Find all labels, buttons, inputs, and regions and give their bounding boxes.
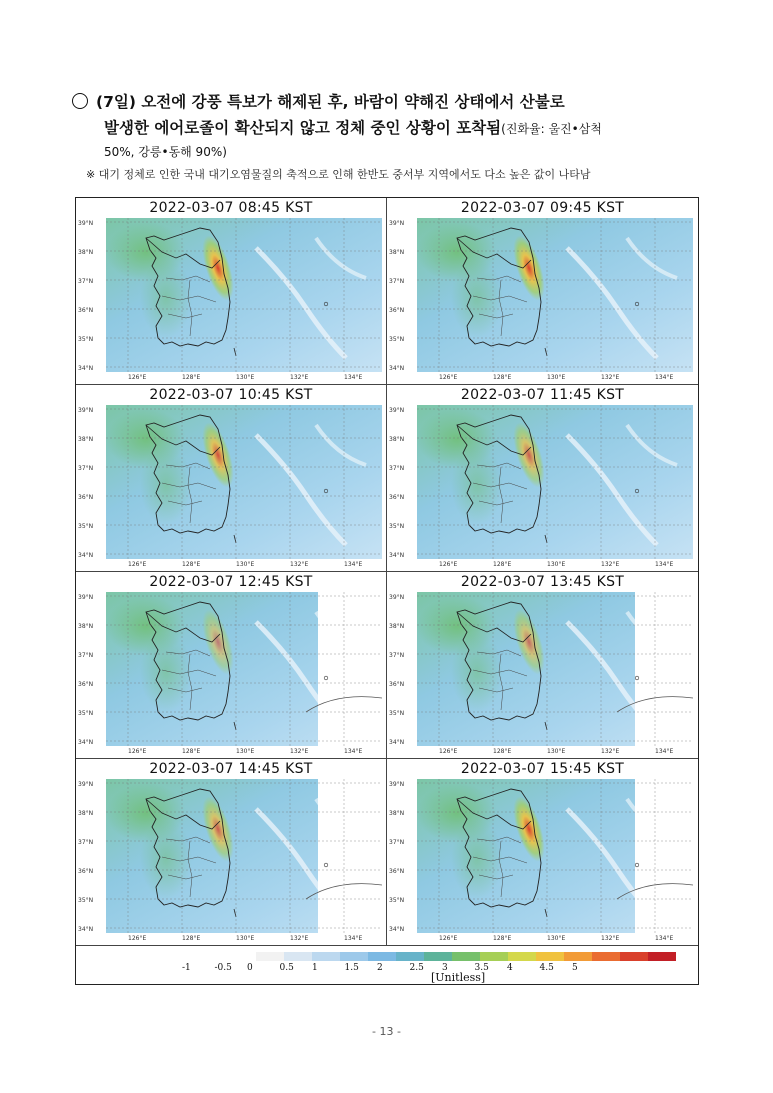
colorbar-tick-label: 3.5 <box>474 963 489 973</box>
circle-bullet-icon <box>72 93 88 109</box>
lat-label: 36°N <box>389 307 405 314</box>
panel-timestamp: 2022-03-07 13:45 KST <box>460 574 625 590</box>
colorbar-tick-label: 0 <box>247 963 253 973</box>
colorbar-tick-label: 2 <box>377 963 383 973</box>
lat-label: 39°N <box>78 220 94 227</box>
lat-label: 34°N <box>389 926 405 933</box>
lon-label: 132°E <box>601 935 620 942</box>
heading-line2-text: 발생한 에어로졸이 확산되지 않고 정체 중인 상황이 포착됨 <box>104 119 502 137</box>
colorbar-segment <box>508 952 536 961</box>
aerosol-map-figure <box>75 197 699 985</box>
panel-timestamp: 2022-03-07 09:45 KST <box>460 200 625 216</box>
aerosol-map <box>417 405 693 559</box>
heading-line3: 50%, 강릉•동해 90%) <box>104 145 227 159</box>
lat-label: 35°N <box>389 336 405 343</box>
lat-label: 37°N <box>78 652 94 659</box>
aerosol-map <box>106 218 382 372</box>
colorbar-segment <box>564 952 592 961</box>
colorbar-segment <box>480 952 508 961</box>
aerosol-map <box>417 779 693 933</box>
panel-timestamp: 2022-03-07 14:45 KST <box>149 761 313 777</box>
lon-label: 126°E <box>439 935 458 942</box>
panel-timestamp: 2022-03-07 15:45 KST <box>460 761 625 777</box>
lon-label: 132°E <box>290 374 309 381</box>
lat-label: 39°N <box>78 781 94 788</box>
heading-line2-small: (진화율: 울진•삼척 <box>501 122 602 136</box>
lat-label: 34°N <box>389 739 405 746</box>
lon-label: 134°E <box>655 561 674 568</box>
lon-label: 126°E <box>128 748 147 755</box>
colorbar-segment <box>396 952 424 961</box>
map-panel <box>387 385 698 572</box>
lon-label: 128°E <box>493 561 512 568</box>
lon-label: 132°E <box>290 748 309 755</box>
panel-timestamp: 2022-03-07 08:45 KST <box>149 200 313 216</box>
heading-line1 <box>72 90 712 114</box>
map-panel <box>76 759 387 946</box>
lon-label: 128°E <box>182 561 201 568</box>
lon-label: 126°E <box>439 374 458 381</box>
lon-label: 126°E <box>439 748 458 755</box>
colorbar-tick-label: 5 <box>572 963 578 973</box>
panel-timestamp: 2022-03-07 11:45 KST <box>460 387 625 403</box>
lon-label: 126°E <box>128 935 147 942</box>
aerosol-map <box>106 405 382 559</box>
lat-label: 38°N <box>78 623 94 630</box>
aerosol-map <box>417 592 693 746</box>
lat-label: 35°N <box>389 710 405 717</box>
lat-label: 36°N <box>78 868 94 875</box>
lat-label: 35°N <box>389 523 405 530</box>
lat-label: 38°N <box>389 436 405 443</box>
colorbar <box>256 952 676 961</box>
lon-label: 130°E <box>236 935 255 942</box>
colorbar-tick-label: 3 <box>442 963 448 973</box>
lon-label: 132°E <box>601 374 620 381</box>
lat-label: 37°N <box>78 465 94 472</box>
lon-label: 132°E <box>290 935 309 942</box>
colorbar-segment <box>368 952 396 961</box>
lat-label: 39°N <box>389 594 405 601</box>
lat-label: 37°N <box>389 465 405 472</box>
lon-label: 128°E <box>493 935 512 942</box>
lat-label: 36°N <box>389 868 405 875</box>
lat-label: 39°N <box>389 220 405 227</box>
lon-label: 134°E <box>344 748 363 755</box>
lon-label: 130°E <box>547 561 566 568</box>
lat-label: 37°N <box>78 839 94 846</box>
lat-label: 37°N <box>389 652 405 659</box>
map-panel <box>76 385 387 572</box>
lat-label: 38°N <box>78 810 94 817</box>
panel-timestamp: 2022-03-07 12:45 KST <box>149 574 313 590</box>
lon-label: 130°E <box>236 561 255 568</box>
lon-label: 130°E <box>547 748 566 755</box>
lat-label: 38°N <box>389 810 405 817</box>
map-panel-grid <box>76 198 698 946</box>
colorbar-segment <box>312 952 340 961</box>
colorbar-segment <box>256 952 284 961</box>
lat-label: 37°N <box>389 839 405 846</box>
lon-label: 126°E <box>439 561 458 568</box>
lon-label: 126°E <box>128 561 147 568</box>
colorbar-unit: [Unitless] <box>431 971 486 984</box>
lat-label: 36°N <box>389 494 405 501</box>
lon-label: 134°E <box>344 374 363 381</box>
lat-label: 34°N <box>389 365 405 372</box>
lat-label: 39°N <box>389 781 405 788</box>
lon-label: 128°E <box>493 374 512 381</box>
aerosol-map <box>106 592 382 746</box>
lat-label: 36°N <box>389 681 405 688</box>
aerosol-map <box>417 218 693 372</box>
colorbar-segment <box>648 952 676 961</box>
colorbar-segment <box>340 952 368 961</box>
lat-label: 36°N <box>78 494 94 501</box>
lon-label: 130°E <box>236 374 255 381</box>
map-panel <box>387 572 698 759</box>
heading-line2 <box>104 116 602 141</box>
lon-label: 130°E <box>547 374 566 381</box>
lat-label: 34°N <box>78 552 94 559</box>
lon-label: 134°E <box>655 935 674 942</box>
lat-label: 35°N <box>78 336 94 343</box>
lon-label: 130°E <box>236 748 255 755</box>
lat-label: 35°N <box>78 523 94 530</box>
lon-label: 132°E <box>601 561 620 568</box>
lat-label: 36°N <box>78 681 94 688</box>
colorbar-tick-label: -1 <box>182 963 191 973</box>
colorbar-tick-label: 1 <box>312 963 318 973</box>
colorbar-tick-label: 1.5 <box>344 963 359 973</box>
lat-label: 34°N <box>389 552 405 559</box>
lon-label: 128°E <box>493 748 512 755</box>
aerosol-map <box>106 779 382 933</box>
lat-label: 38°N <box>389 623 405 630</box>
lon-label: 132°E <box>601 748 620 755</box>
colorbar-tick-label: 0.5 <box>279 963 294 973</box>
note-text: ※ 대기 정체로 인한 국내 대기오염물질의 축적으로 인해 한반도 중서부 지역에서도 다소 높은 값이 나타남 <box>86 168 591 181</box>
page-number: - 13 - <box>372 1025 401 1038</box>
lon-label: 134°E <box>655 748 674 755</box>
lon-label: 128°E <box>182 374 201 381</box>
lat-label: 37°N <box>78 278 94 285</box>
colorbar-tick-label: -0.5 <box>214 963 232 973</box>
lat-label: 35°N <box>78 897 94 904</box>
lat-label: 34°N <box>78 365 94 372</box>
map-panel <box>76 572 387 759</box>
colorbar-tick-label: 4.5 <box>539 963 554 973</box>
heading-line1-text: (7일) 오전에 강풍 특보가 해제된 후, 바람이 약해진 상태에서 산불로 <box>96 93 565 111</box>
lon-label: 134°E <box>655 374 674 381</box>
lon-label: 134°E <box>344 561 363 568</box>
lat-label: 39°N <box>78 594 94 601</box>
lat-label: 39°N <box>78 407 94 414</box>
colorbar-segment <box>284 952 312 961</box>
lon-label: 126°E <box>128 374 147 381</box>
lat-label: 35°N <box>389 897 405 904</box>
colorbar-segment <box>620 952 648 961</box>
lat-label: 35°N <box>78 710 94 717</box>
lat-label: 34°N <box>78 739 94 746</box>
lat-label: 38°N <box>78 436 94 443</box>
colorbar-tick-label: 4 <box>507 963 513 973</box>
lat-label: 38°N <box>78 249 94 256</box>
lat-label: 38°N <box>389 249 405 256</box>
lat-label: 36°N <box>78 307 94 314</box>
colorbar-segment <box>592 952 620 961</box>
lon-label: 134°E <box>344 935 363 942</box>
lat-label: 34°N <box>78 926 94 933</box>
lon-label: 128°E <box>182 935 201 942</box>
lon-label: 132°E <box>290 561 309 568</box>
colorbar-tick-label: 2.5 <box>409 963 424 973</box>
panel-timestamp: 2022-03-07 10:45 KST <box>149 387 313 403</box>
colorbar-segment <box>536 952 564 961</box>
map-panel <box>387 759 698 946</box>
lon-label: 128°E <box>182 748 201 755</box>
lon-label: 130°E <box>547 935 566 942</box>
map-panel <box>76 198 387 385</box>
map-panel <box>387 198 698 385</box>
lat-label: 37°N <box>389 278 405 285</box>
colorbar-segment <box>424 952 452 961</box>
lat-label: 39°N <box>389 407 405 414</box>
colorbar-segment <box>452 952 480 961</box>
